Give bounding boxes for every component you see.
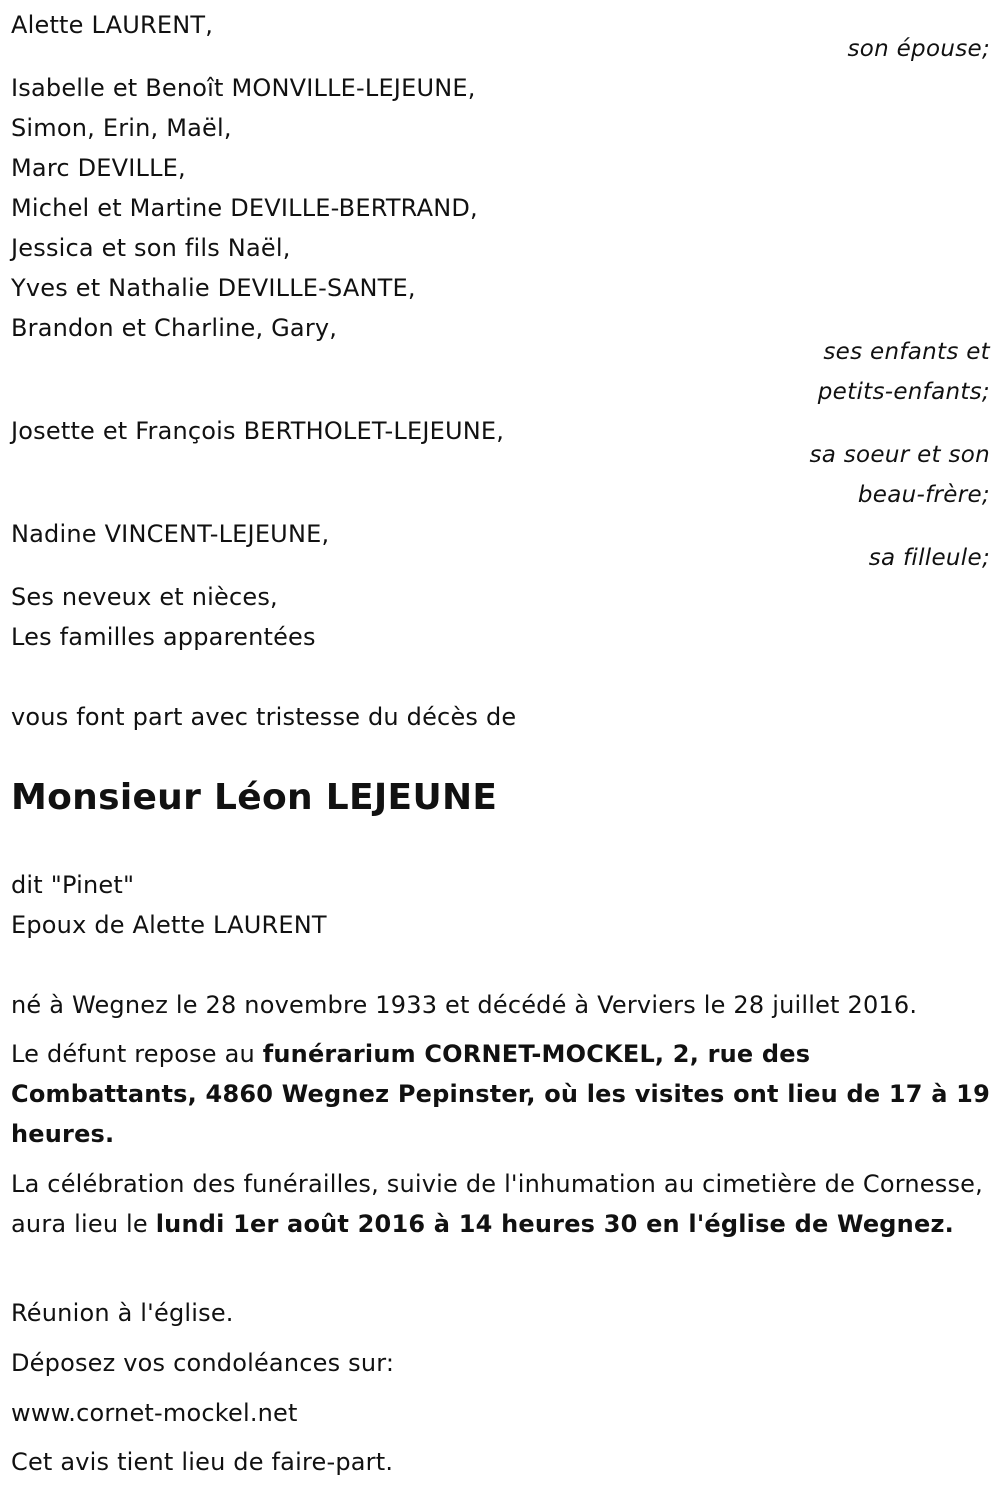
children-relation: ses enfants et — [823, 339, 990, 365]
child-line: Marc DEVILLE, — [11, 154, 186, 182]
meeting-text: Réunion à l'église. — [11, 1299, 234, 1327]
child-line: Yves et Nathalie DEVILLE-SANTE, — [11, 274, 416, 302]
website-link[interactable]: www.cornet-mockel.net — [11, 1399, 298, 1427]
deceased-name: Monsieur Léon LEJEUNE — [11, 777, 498, 818]
deceased-spouse: Epoux de Alette LAURENT — [11, 911, 327, 939]
sister-relation: beau-frère; — [857, 482, 990, 508]
spouse-relation: son épouse; — [847, 36, 990, 62]
sister-name: Josette et François BERTHOLET-LEJEUNE, — [11, 417, 505, 445]
others-line: Ses neveux et nièces, — [11, 583, 278, 611]
children-relation: petits-enfants; — [817, 379, 990, 405]
others-line: Les familles apparentées — [11, 623, 316, 651]
child-line: Michel et Martine DEVILLE-BERTRAND, — [11, 194, 478, 222]
sister-relation: sa soeur et son — [809, 442, 990, 468]
celebration-paragraph — [11, 1164, 991, 1244]
goddaughter-name: Nadine VINCENT-LEJEUNE, — [11, 520, 330, 548]
child-line: Isabelle et Benoît MONVILLE-LEJEUNE, — [11, 74, 476, 102]
goddaughter-relation: sa filleule; — [868, 545, 990, 571]
birth-death-text: né à Wegnez le 28 novembre 1933 et décédé à Verviers le 28 juillet 2016. — [11, 991, 918, 1019]
child-line: Brandon et Charline, Gary, — [11, 314, 338, 342]
deceased-nickname: dit "Pinet" — [11, 871, 135, 899]
closing-text: Cet avis tient lieu de faire-part. — [11, 1448, 394, 1476]
repose-intro: Le défunt repose au — [11, 1040, 263, 1068]
spouse-name: Alette LAURENT, — [11, 11, 214, 39]
child-line: Simon, Erin, Maël, — [11, 114, 232, 142]
announcement-text: vous font part avec tristesse du décès de — [11, 703, 517, 731]
condolences-label: Déposez vos condoléances sur: — [11, 1349, 395, 1377]
repose-place: funérarium CORNET-MOCKEL, 2, rue des Combattants, 4860 Wegnez Pepinster, où les visites ont lieu de 17 à 19 heures. — [11, 1040, 990, 1148]
celebration-when: lundi 1er août 2016 à 14 heures 30 en l'église de Wegnez. — [155, 1210, 954, 1238]
child-line: Jessica et son fils Naël, — [11, 234, 291, 262]
celebration-intro: La célébration des funérailles, suivie de l'inhumation au cimetière de Cornesse, aura lieu le — [11, 1170, 983, 1238]
repose-paragraph — [11, 1034, 991, 1154]
